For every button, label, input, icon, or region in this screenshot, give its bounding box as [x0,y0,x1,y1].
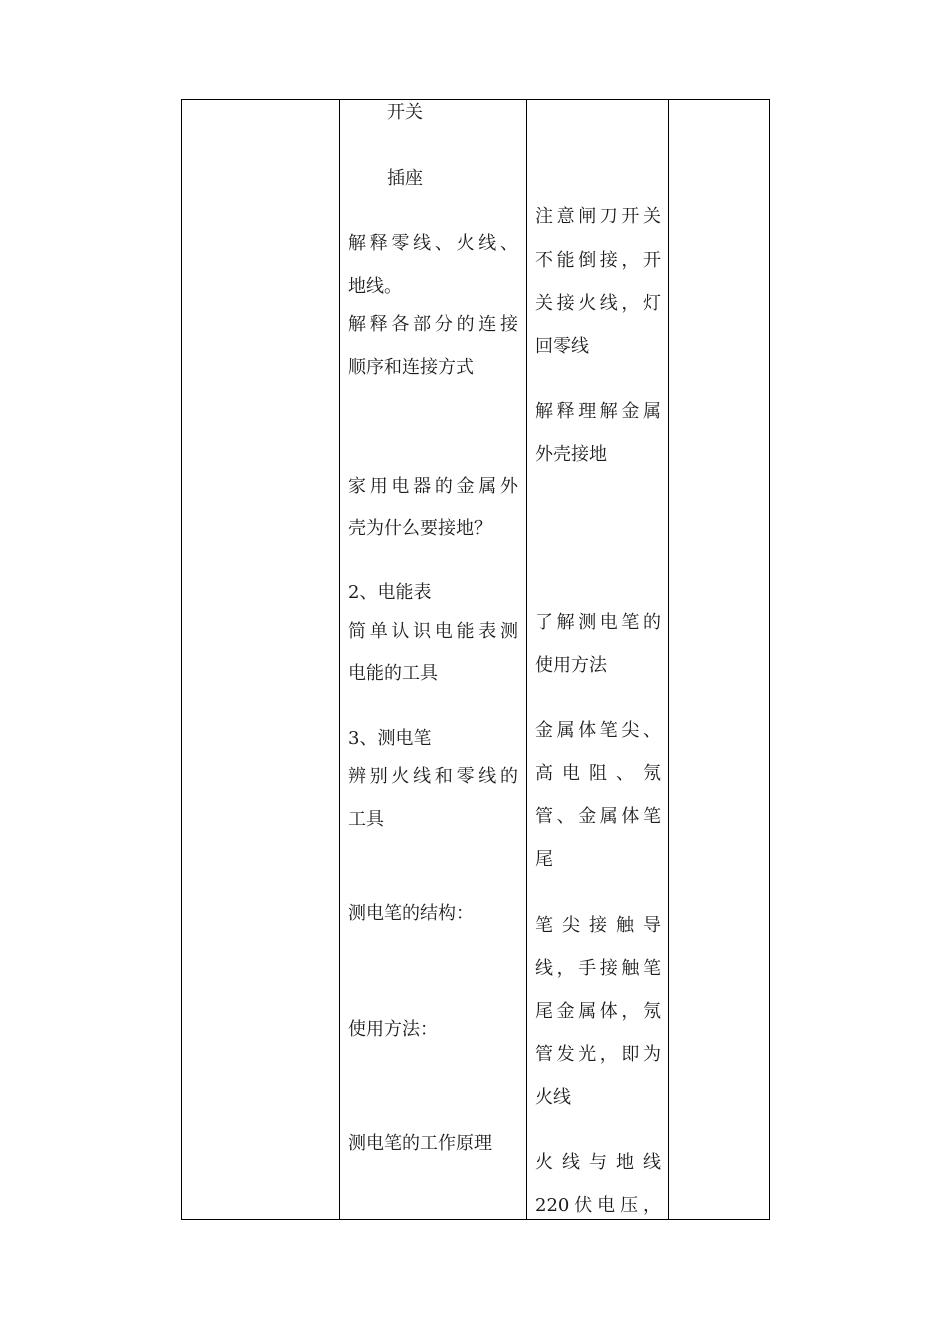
note-line: 注意闸刀开关 [535,206,661,227]
column-divider-1 [339,100,340,1219]
column-divider-3 [668,100,669,1219]
note-line: 火线与地线 [535,1152,661,1173]
content-heading: 3、测电笔 [348,728,432,749]
content-line: 壳为什么要接地？ [348,518,492,539]
note-line: 笔尖接触导 [535,915,661,936]
note-line: 220伏电压， [535,1195,661,1216]
content-heading: 2、电能表 [348,582,432,603]
note-line: 使用方法 [535,655,607,676]
content-line: 辨别火线和零线的 [348,766,518,787]
note-line: 高电阻、氖 [535,763,661,784]
note-line: 尾 [535,849,553,870]
note-line: 回零线 [535,336,589,357]
note-line: 关接火线，灯 [535,293,661,314]
note-line: 金属体笔尖、 [535,720,661,741]
note-line: 管发光，即为 [535,1044,661,1065]
content-line: 使用方法： [348,1019,438,1040]
content-line: 电能的工具 [348,663,438,684]
note-line: 不能倒接，开 [535,250,661,271]
note-line: 管、金属体笔 [535,806,661,827]
content-line: 插座 [387,168,423,189]
content-line: 地线。 [348,276,402,297]
column-divider-2 [526,100,527,1219]
content-line: 解释零线、火线、 [348,233,518,254]
note-line: 火线 [535,1087,571,1108]
content-line: 家用电器的金属外 [348,476,518,497]
content-line: 工具 [348,809,384,830]
note-line: 外壳接地 [535,444,607,465]
note-line: 尾金属体，氖 [535,1001,661,1022]
content-line: 测电笔的结构： [348,903,474,924]
content-line: 简单认识电能表测 [348,621,518,642]
note-line: 线，手接触笔 [535,958,661,979]
note-line: 解释理解金属 [535,401,661,422]
content-line: 解释各部分的连接 [348,314,518,335]
content-line: 顺序和连接方式 [348,357,474,378]
lesson-table [181,99,770,1220]
note-line: 了解测电笔的 [535,612,661,633]
content-line: 测电笔的工作原理 [348,1133,492,1154]
content-line: 开关 [387,102,423,123]
